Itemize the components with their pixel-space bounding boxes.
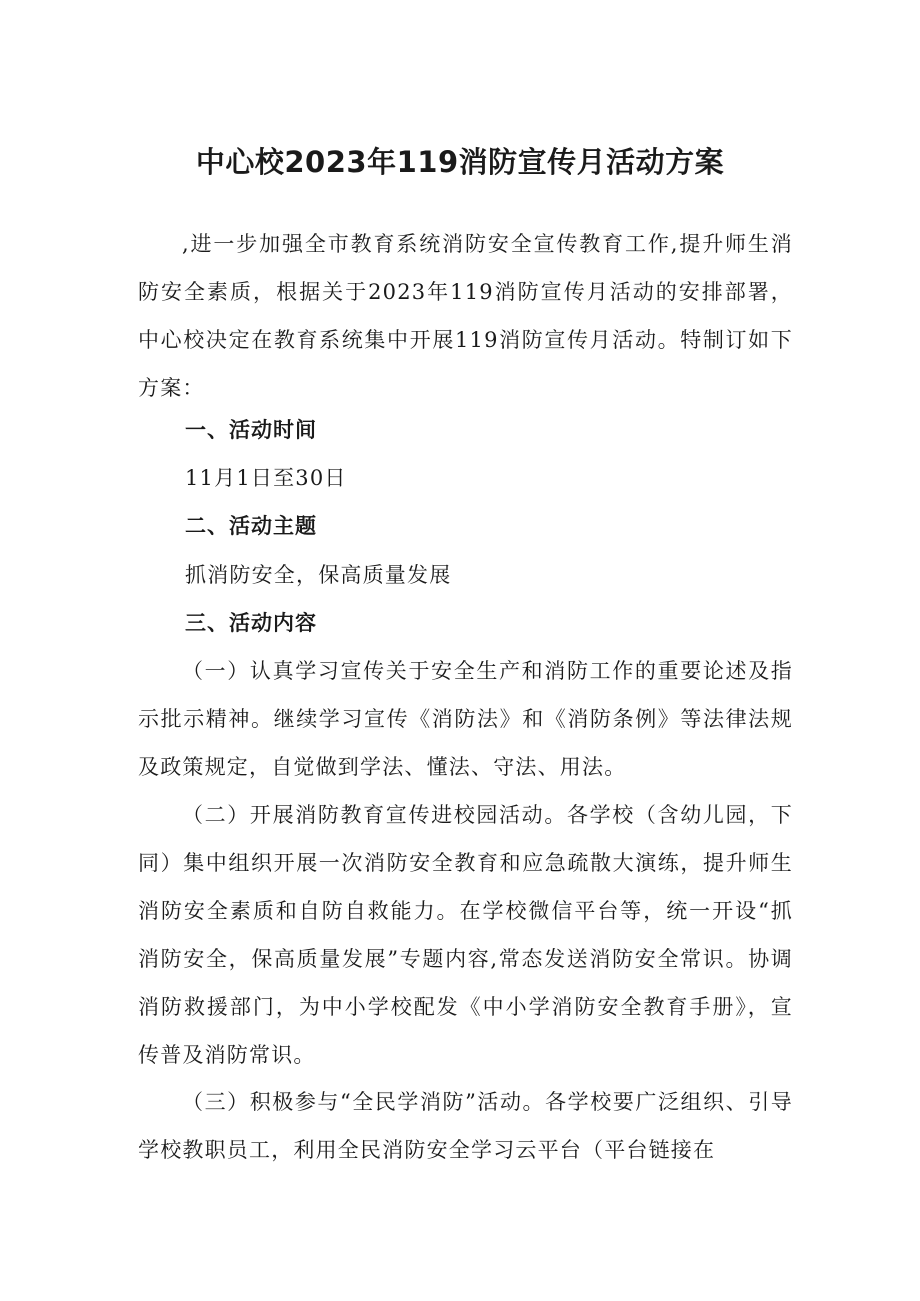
content-paragraph-3: （三）积极参与“全民学消防”活动。各学校要广泛组织、引导学校教职员工，利用全民消防安全学习云平台（平台链接在 xyxy=(138,1090,793,1162)
section-heading-theme: 二、活动主题 xyxy=(185,514,317,538)
content-paragraph-1: （一）认真学习宣传关于安全生产和消防工作的重要论述及指示批示精神。继续学习宣传《消防法》和《消防条例》等法律法规及政策规定，自觉做到学法、懂法、守法、用法。 xyxy=(138,659,793,779)
document-title: 中心校2023年119消防宣传月活动方案 xyxy=(195,145,725,179)
section-heading-content: 三、活动内容 xyxy=(185,611,317,635)
content-paragraph-2: （二）开展消防教育宣传进校园活动。各学校（含幼儿园，下同）集中组织开展一次消防安全教育和应急疏散大演练，提升师生消防安全素质和自防自救能力。在学校微信平台等，统一开设“抓消防安全，保高质量发展”专题内容,常态发送消防安全常识。协调消防救援部门，为中小学校配发《中小学消防安全教育手册》，宣传普及消防常识。 xyxy=(138,803,793,1067)
section-content-time: 11月1日至30日 xyxy=(185,466,347,490)
intro-paragraph: ,进一步加强全市教育系统消防安全宣传教育工作,提升师生消防安全素质，根据关于2023年119消防宣传月活动的安排部署，中心校决定在教育系统集中开展119消防宣传月活动。特制订如下方案： xyxy=(138,232,793,400)
section-heading-time: 一、活动时间 xyxy=(185,418,317,442)
section-content-theme: 抓消防安全，保高质量发展 xyxy=(185,563,452,587)
